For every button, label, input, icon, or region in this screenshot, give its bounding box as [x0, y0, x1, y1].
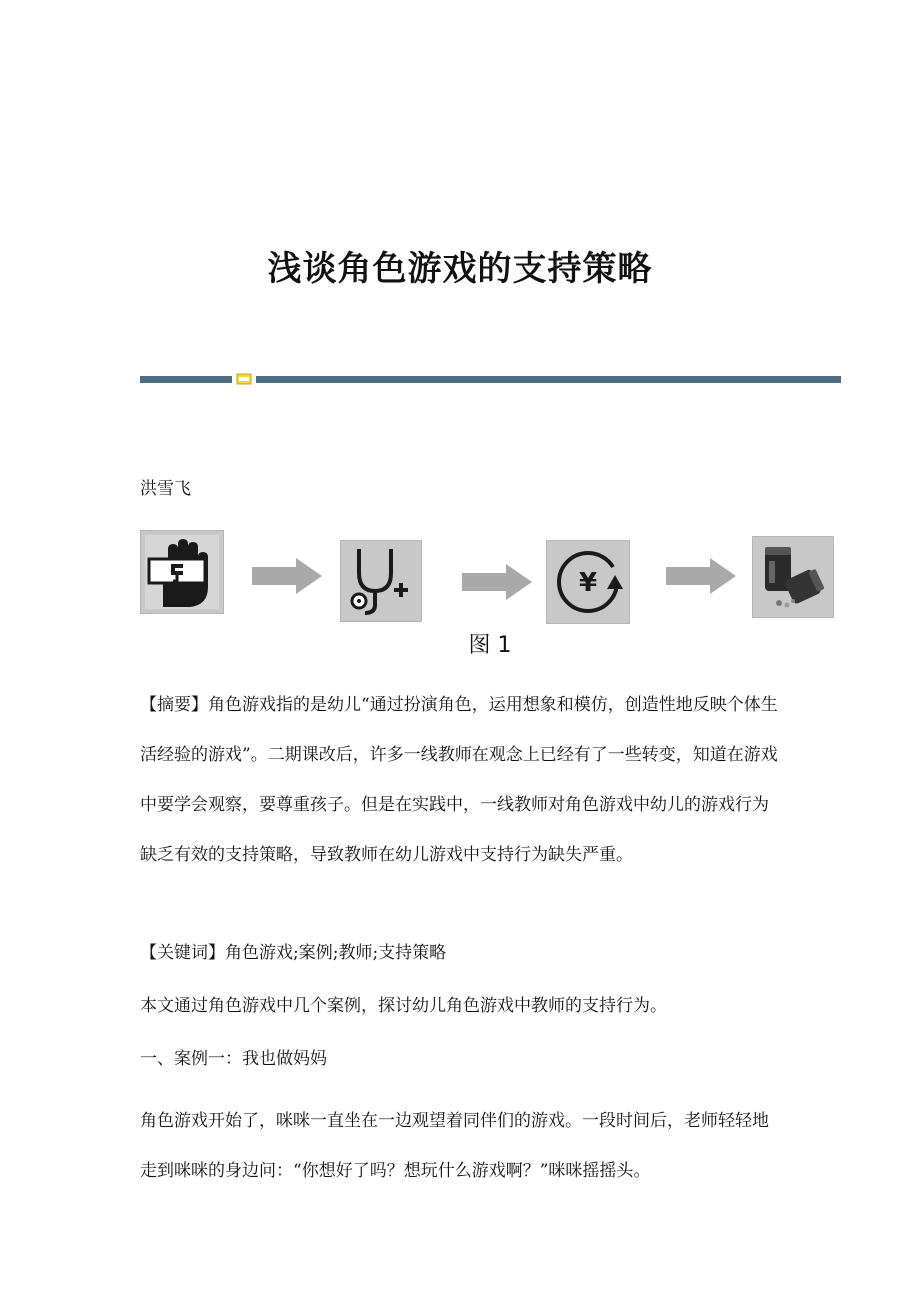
- abstract-paragraph: 【摘要】角色游戏指的是幼儿“通过扮演角色，运用想象和模仿，创造性地反映个体生活经验的游戏”。二期课改后，许多一线教师在观念上已经有了一些转变，知道在游戏中要学会观察，要尊重孩子。但是在实践中，一线教师对角色游戏中幼儿的游戏行为缺乏有效的支持策略，导致教师在幼儿游戏中支持行为缺失严重。: [140, 695, 778, 865]
- yen-cycle-icon: [546, 540, 630, 624]
- section-heading-case1: 一、案例一：我也做妈妈: [140, 1049, 327, 1069]
- intro-paragraph: 本文通过角色游戏中几个案例，探讨幼儿角色游戏中教师的支持行为。: [140, 996, 667, 1016]
- page-title: 浅谈角色游戏的支持策略: [267, 248, 653, 289]
- arrow-right-icon: [252, 558, 322, 594]
- arrow-right-icon: [462, 564, 532, 600]
- figure-1: [140, 528, 840, 628]
- hand-card-icon: [140, 530, 224, 614]
- figure-caption: 图 1: [468, 633, 512, 658]
- title-divider-right: [256, 376, 841, 383]
- keywords-paragraph: 【关键词】角色游戏;案例;教师;支持策略: [140, 943, 447, 963]
- divider-ornament-icon: [236, 373, 252, 385]
- case1-paragraph: 角色游戏开始了，咪咪一直坐在一边观望着同伴们的游戏。一段时间后，老师轻轻地走到咪咪的身边问：“你想好了吗？想玩什么游戏啊？”咪咪摇摇头。: [140, 1111, 769, 1181]
- medicine-bottles-icon: [752, 536, 834, 618]
- author-name: 洪雪飞: [140, 479, 191, 499]
- title-divider-left: [140, 376, 232, 383]
- svg-text:¥: ¥: [578, 568, 598, 598]
- arrow-right-icon: [666, 558, 736, 594]
- stethoscope-icon: [340, 540, 422, 622]
